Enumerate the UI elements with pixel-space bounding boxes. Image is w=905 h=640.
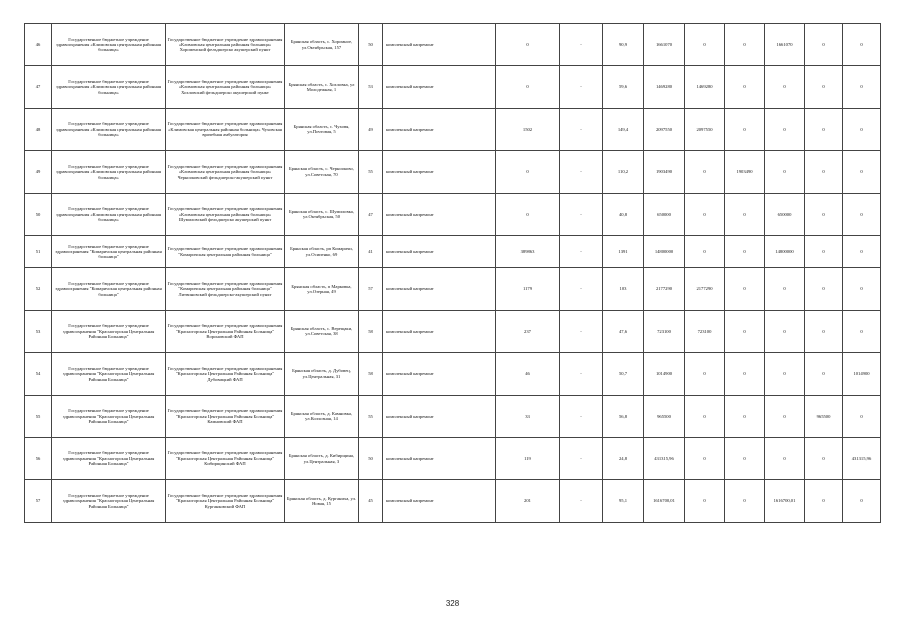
row-number-cell: 56 [25,437,52,479]
work-type-cell: комплексный капремонт [383,235,496,267]
address-cell: Брянская область, с. Чернооково, ул.Советская, 70 [285,151,359,193]
organization-cell: Государственное бюджетное учреждение здравоохранения "Комаричская центральная районная больница" [52,235,166,267]
facility-cell: Государственное бюджетное учреждение здравоохранения "Красногорская Центральная Районная Больница" Вороновский ФАП [166,310,285,352]
value-cell: 1469280 [685,66,725,108]
work-type-cell: комплексный капремонт [383,108,496,150]
value-cell: 50 [359,437,383,479]
value-cell: 389863 [496,235,560,267]
facility-cell: Государственное бюджетное учреждение здравоохранения "Комаричская центральная районная больница" [166,235,285,267]
address-cell: Брянская область, д. Дубовец, ул.Центральная, 31 [285,353,359,395]
row-number-cell: 54 [25,353,52,395]
value-cell: 1661070 [644,24,685,66]
value-cell: 50,7 [603,353,644,395]
value-cell: 57 [359,268,383,310]
value-cell: 0 [685,193,725,235]
value-cell: 0 [843,108,881,150]
value-cell: - [560,66,603,108]
work-type-cell: комплексный капремонт [383,193,496,235]
address-cell: Брянская область, с. Чуховя, ул.Почтовая, 5 [285,108,359,150]
value-cell: - [560,480,603,522]
facility-cell: Государственное бюджетное учреждение здравоохранения "Красногорская Центральная Районная Больница" Курганковский ФАП [166,480,285,522]
facility-cell: Государственное бюджетное учреждение здравоохранения «Климовская центральная районная больница» Чуховская врачебная амбулатория [166,108,285,150]
value-cell: - [560,437,603,479]
organization-cell: Государственное бюджетное учреждение здравоохранения «Климовская центральная районная больница» [52,193,166,235]
value-cell: 0 [725,24,765,66]
row-number-cell: 55 [25,395,52,437]
value-cell: 33 [496,395,560,437]
value-cell: 49 [359,108,383,150]
value-cell: 47 [359,193,383,235]
value-cell: 1014900 [644,353,685,395]
value-cell: 0 [685,437,725,479]
value-cell: 0 [765,395,805,437]
value-cell: 1903490 [644,151,685,193]
address-cell: Брянская область, п Марковка, ул.Озерная, 49 [285,268,359,310]
value-cell: 0 [843,24,881,66]
value-cell: 0 [765,353,805,395]
table-row [25,480,881,522]
value-cell: 2177290 [685,268,725,310]
value-cell: 723100 [644,310,685,352]
value-cell: - [560,151,603,193]
value-cell: 0 [843,395,881,437]
address-cell: Брянская область, рп Комаричи, ул.Осипенко, 69 [285,235,359,267]
row-number-cell: 47 [25,66,52,108]
value-cell: 1616700,01 [765,480,805,522]
value-cell: 0 [805,437,843,479]
value-cell: 0 [843,480,881,522]
value-cell: 1469280 [644,66,685,108]
value-cell: 201 [496,480,560,522]
value-cell: 110,2 [603,151,644,193]
address-cell: Брянская область, с. Шумиловка, ул.Октябрьская, 50 [285,193,359,235]
value-cell: 431315,96 [843,437,881,479]
value-cell: - [560,395,603,437]
value-cell: 58 [359,353,383,395]
value-cell: 0 [843,151,881,193]
organization-cell: Государственное бюджетное учреждение здравоохранения «Климовская центральная районная больница» [52,24,166,66]
value-cell: 0 [805,66,843,108]
facility-cell: Государственное бюджетное учреждение здравоохранения «Климовская центральная районная больница» Хороменский фельдшерско акушерский пункт [166,24,285,66]
value-cell: 0 [805,268,843,310]
table-row [25,353,881,395]
value-cell: 1179 [496,268,560,310]
organization-cell: Государственное бюджетное учреждение здравоохранения "Комаричская центральная районная больница" [52,268,166,310]
value-cell: 1502 [496,108,560,150]
work-type-cell: комплексный капремонт [383,66,496,108]
table-row [25,66,881,108]
value-cell: 0 [496,66,560,108]
work-type-cell: комплексный капремонт [383,353,496,395]
value-cell: 0 [765,268,805,310]
table-row [25,395,881,437]
value-cell: 24,8 [603,437,644,479]
work-type-cell: комплексный капремонт [383,395,496,437]
value-cell: 14800000 [765,235,805,267]
value-cell: 14800000 [644,235,685,267]
value-cell: 47,6 [603,310,644,352]
value-cell: 0 [805,24,843,66]
table-row [25,310,881,352]
value-cell: 103 [603,268,644,310]
value-cell: 0 [765,151,805,193]
row-number-cell: 46 [25,24,52,66]
value-cell: 56,8 [603,395,644,437]
address-cell: Брянская область, д. Кибирщина, ул.Центральная, 3 [285,437,359,479]
value-cell: - [560,268,603,310]
value-cell: 46 [496,353,560,395]
value-cell: 53 [359,66,383,108]
value-cell: 0 [725,235,765,267]
value-cell: 0 [725,268,765,310]
value-cell: 0 [725,193,765,235]
value-cell: 0 [805,353,843,395]
row-number-cell: 49 [25,151,52,193]
value-cell: 0 [805,480,843,522]
value-cell: 0 [725,395,765,437]
value-cell: - [560,24,603,66]
table-row [25,437,881,479]
value-cell: 55 [359,151,383,193]
value-cell: 0 [805,193,843,235]
value-cell: 237 [496,310,560,352]
facility-cell: Государственное бюджетное учреждение здравоохранения "Комаричская центральная районная больница" Литвиновский фельдшерско-акушерский пункт [166,268,285,310]
table-body [25,24,881,523]
value-cell: 0 [765,108,805,150]
facility-cell: Государственное бюджетное учреждение здравоохранения «Климовская центральная районная больница» Чернооковский фельдшерско-акушерский пункт [166,151,285,193]
value-cell: 0 [725,310,765,352]
value-cell: 45 [359,480,383,522]
address-cell: Брянская область, д. Курганиха, ул. Новая, 15 [285,480,359,522]
facility-cell: Государственное бюджетное учреждение здравоохранения "Красногорская Центральная Районная Больница" Кибирщинский ФАП [166,437,285,479]
value-cell: 0 [685,235,725,267]
value-cell: 1391 [603,235,644,267]
facility-cell: Государственное бюджетное учреждение здравоохранения "Красногорская Центральная Районная Больница" Камновский ФАП [166,395,285,437]
value-cell: 0 [843,268,881,310]
address-cell: Брянская область, с. Верещаки, ул.Советская, 38 [285,310,359,352]
value-cell: 55 [359,395,383,437]
value-cell: 965500 [805,395,843,437]
value-cell: 149,4 [603,108,644,150]
value-cell: - [560,108,603,150]
value-cell: - [560,235,603,267]
organization-cell: Государственное бюджетное учреждение здравоохранения «Климовская центральная районная больница» [52,151,166,193]
row-number-cell: 53 [25,310,52,352]
value-cell: 0 [805,235,843,267]
value-cell: 1014900 [843,353,881,395]
value-cell: 90,9 [603,24,644,66]
work-type-cell: комплексный капремонт [383,480,496,522]
value-cell: 0 [843,193,881,235]
value-cell: 0 [685,480,725,522]
value-cell: 650000 [644,193,685,235]
value-cell: 58 [359,310,383,352]
value-cell: 2097550 [644,108,685,150]
facilities-table [24,23,881,523]
value-cell: 431315,96 [644,437,685,479]
table-row [25,193,881,235]
value-cell: 50 [359,24,383,66]
work-type-cell: комплексный капремонт [383,24,496,66]
organization-cell: Государственное бюджетное учреждение здравоохранения "Красногорская Центральная Районная Больница" [52,480,166,522]
table-row [25,24,881,66]
work-type-cell: комплексный капремонт [383,151,496,193]
row-number-cell: 48 [25,108,52,150]
table-row [25,235,881,267]
value-cell: 2177290 [644,268,685,310]
row-number-cell: 51 [25,235,52,267]
value-cell: 0 [725,353,765,395]
value-cell: 965500 [644,395,685,437]
value-cell: 0 [843,235,881,267]
value-cell: 0 [805,151,843,193]
address-cell: Брянская область, д. Камновка, ул.Колхозная, 14 [285,395,359,437]
value-cell: 59,6 [603,66,644,108]
address-cell: Брянская область, с. Хохловка, ул Молодежная, 1 [285,66,359,108]
value-cell: 0 [685,395,725,437]
facility-cell: Государственное бюджетное учреждение здравоохранения «Климовская центральная районная больница» Шумиловский фельдшерско акушерский пункт [166,193,285,235]
value-cell: 41 [359,235,383,267]
value-cell: 0 [725,437,765,479]
value-cell: 0 [765,310,805,352]
work-type-cell: комплексный капремонт [383,268,496,310]
value-cell: 0 [496,24,560,66]
row-number-cell: 57 [25,480,52,522]
row-number-cell: 50 [25,193,52,235]
value-cell: 95,1 [603,480,644,522]
value-cell: 2097550 [685,108,725,150]
value-cell: 0 [765,66,805,108]
value-cell: 0 [725,480,765,522]
value-cell: 0 [805,310,843,352]
organization-cell: Государственное бюджетное учреждение здравоохранения «Климовская центральная районная больница» [52,108,166,150]
value-cell: 119 [496,437,560,479]
organization-cell: Государственное бюджетное учреждение здравоохранения "Красногорская Центральная Районная Больница" [52,353,166,395]
organization-cell: Государственное бюджетное учреждение здравоохранения "Красногорская Центральная Районная Больница" [52,395,166,437]
organization-cell: Государственное бюджетное учреждение здравоохранения "Красногорская Центральная Районная Больница" [52,310,166,352]
value-cell: 650000 [765,193,805,235]
value-cell: 0 [725,108,765,150]
value-cell: 0 [496,151,560,193]
table-row [25,268,881,310]
value-cell: 0 [843,310,881,352]
value-cell: 0 [685,151,725,193]
table-row [25,151,881,193]
value-cell: 0 [496,193,560,235]
value-cell: 1616700,01 [644,480,685,522]
organization-cell: Государственное бюджетное учреждение здравоохранения «Климовская центральная районная больница» [52,66,166,108]
value-cell: 0 [685,24,725,66]
value-cell: - [560,353,603,395]
value-cell: 0 [843,66,881,108]
value-cell: 40,8 [603,193,644,235]
table-row [25,108,881,150]
facility-cell: Государственное бюджетное учреждение здравоохранения "Красногорская Центральная Районная Больница" Дубовицкий ФАП [166,353,285,395]
work-type-cell: комплексный капремонт [383,310,496,352]
value-cell: - [560,193,603,235]
page-number: 328 [445,599,460,608]
value-cell: - [560,310,603,352]
value-cell: 723100 [685,310,725,352]
organization-cell: Государственное бюджетное учреждение здравоохранения "Красногорская Центральная Районная Больница" [52,437,166,479]
value-cell: 0 [765,437,805,479]
facility-cell: Государственное бюджетное учреждение здравоохранения «Климовская центральная районная больница» Хохловский фельдшерско акушерский пункт [166,66,285,108]
value-cell: 1903490 [725,151,765,193]
value-cell: 1661070 [765,24,805,66]
address-cell: Брянская область, с. Хоромное, ул.Октябрьская, 157 [285,24,359,66]
row-number-cell: 52 [25,268,52,310]
value-cell: 0 [725,66,765,108]
work-type-cell: комплексный капремонт [383,437,496,479]
value-cell: 0 [685,353,725,395]
value-cell: 0 [805,108,843,150]
